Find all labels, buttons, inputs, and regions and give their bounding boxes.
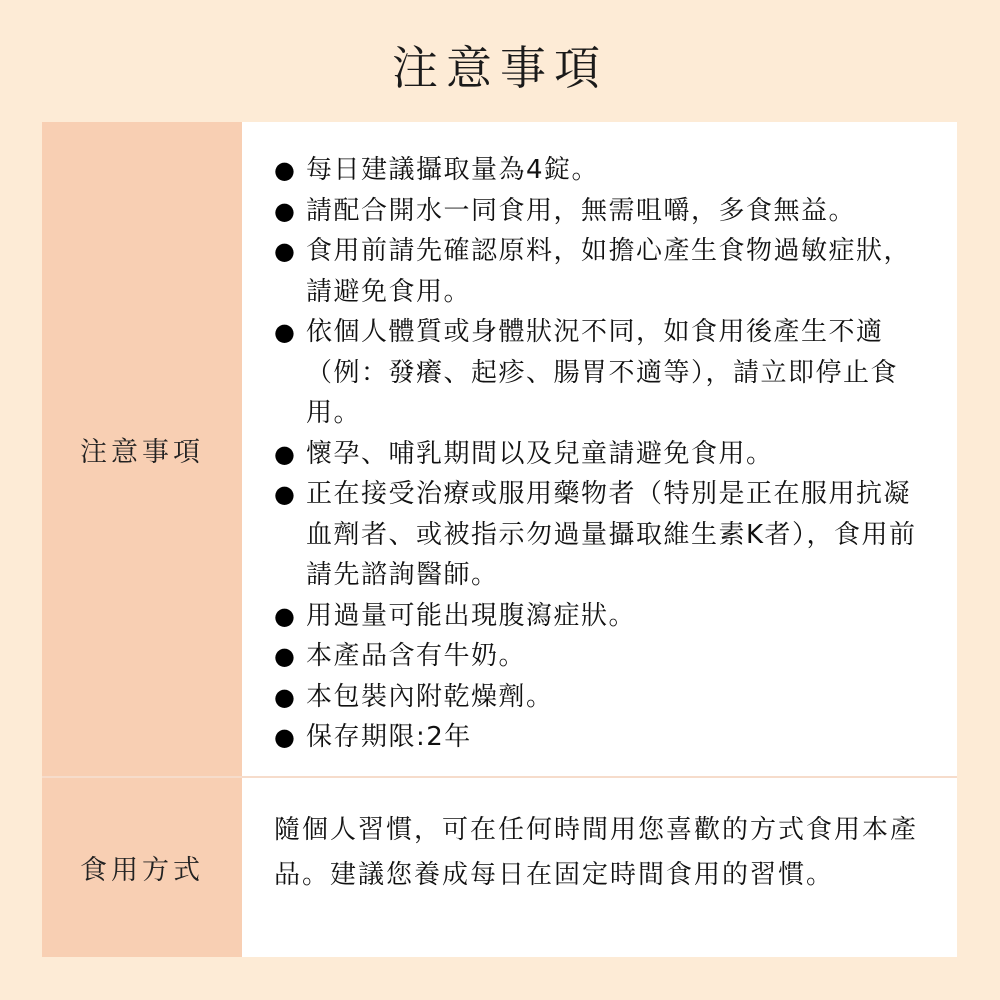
notes-row [42,122,957,776]
usage-row [42,778,957,957]
bullet-icon: ● [274,480,297,508]
note-text: 懷孕、哺乳期間以及兒童請避免食用。 [306,438,774,469]
bullet-icon: ● [274,642,297,670]
note-text: 用過量可能出現腹瀉症狀。 [306,600,637,631]
note-text: 食用前請先確認原料，如擔心產生食物過敏症狀，請避免食用。 [306,236,912,307]
list-item [274,312,957,434]
list-item [274,474,957,596]
note-text: 本產品含有牛奶。 [306,641,527,671]
list-item [274,596,957,637]
note-text: 保存期限:2年 [306,722,472,752]
note-text: 正在接受治療或服用藥物者（特別是正在服用抗凝血劑者、或被指示勿過量攝取維生素K者），食用前請先諮詢醫師。 [306,479,917,590]
bullet-icon: ● [274,318,297,346]
note-text: 每日建議攝取量為4錠。 [306,155,600,185]
notes-label: 注意事項 [42,122,242,776]
bullet-icon: ● [274,439,297,468]
list-item [274,191,957,232]
usage-label: 食用方式 [42,778,242,957]
bullet-icon: ● [274,601,297,630]
page-title: 注意事項 [392,41,608,95]
notes-list [274,150,957,758]
note-text: 請配合開水一同食用，無需咀嚼，多食無益。 [306,195,857,226]
list-item [274,636,957,677]
list-item [274,717,957,758]
usage-content [242,778,957,957]
bullet-icon: ● [274,682,297,711]
info-table [42,122,957,957]
list-item [274,677,957,718]
bullet-icon: ● [274,196,297,225]
note-text: 依個人體質或身體狀況不同，如食用後產生不適（例：發癢、起疹、腸胃不適等），請立即停止食用。 [306,317,899,428]
usage-text: 隨個人習慣，可在任何時間用您喜歡的方式食用本產品。建議您養成每日在固定時間食用的習慣。 [274,815,919,890]
list-item [274,434,957,475]
bullet-icon: ● [274,237,297,265]
note-text: 本包裝內附乾燥劑。 [306,681,554,712]
list-item [274,150,957,191]
bullet-icon: ● [274,723,297,751]
list-item [274,231,957,312]
notes-content [242,122,957,776]
bullet-icon: ● [274,156,297,184]
